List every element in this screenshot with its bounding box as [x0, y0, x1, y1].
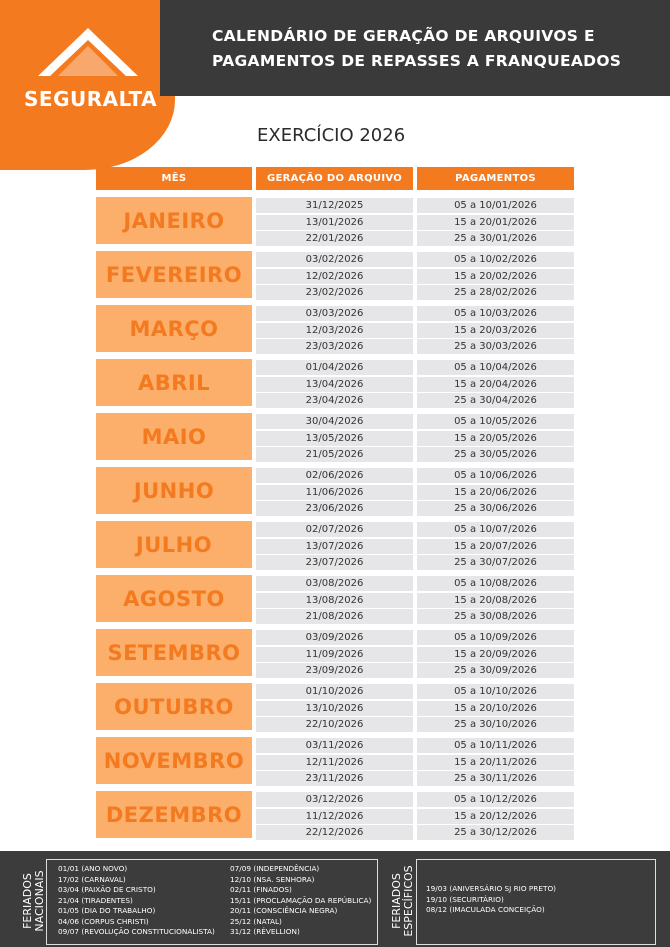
generation-date-cell: 13/04/2026 [256, 377, 413, 392]
payment-period-cell: 15 a 20/07/2026 [417, 539, 574, 554]
payment-period-cell: 15 a 20/05/2026 [417, 431, 574, 446]
payment-period-cell: 15 a 20/03/2026 [417, 323, 574, 338]
month-label: ABRIL [96, 359, 252, 406]
payment-period-cell: 15 a 20/02/2026 [417, 269, 574, 284]
payment-period-cell: 25 a 30/08/2026 [417, 609, 574, 624]
generation-date-cell: 21/05/2026 [256, 447, 413, 462]
payment-period-cell: 25 a 30/03/2026 [417, 339, 574, 354]
holiday-item: 03/04 (PAIXÃO DE CRISTO) [58, 885, 156, 894]
generation-date-cell: 02/06/2026 [256, 468, 413, 483]
generation-date-cell: 03/08/2026 [256, 576, 413, 591]
generation-date-cell: 13/01/2026 [256, 215, 413, 230]
payment-period-cell: 15 a 20/08/2026 [417, 593, 574, 608]
payment-period-cell: 05 a 10/02/2026 [417, 252, 574, 267]
holiday-item: 04/06 (CORPUS CHRISTI) [58, 916, 149, 926]
holiday-item: 17/02 (CARNAVAL) [58, 874, 126, 884]
holiday-item: 15/11 (PROCLAMAÇÃO DA REPÚBLICA) [230, 895, 372, 905]
subtitle: EXERCÍCIO 2026 [257, 125, 406, 146]
payment-period-cell: 05 a 10/05/2026 [417, 414, 574, 429]
generation-date-cell: 13/10/2026 [256, 701, 413, 716]
generation-date-cell: 23/04/2026 [256, 393, 413, 408]
holiday-item: 21/04 (TIRADENTES) [58, 895, 133, 905]
generation-date-cell: 03/09/2026 [256, 630, 413, 645]
holiday-item: 07/09 (INDEPENDÊNCIA) [230, 864, 320, 873]
payment-period-cell: 25 a 30/05/2026 [417, 447, 574, 462]
generation-date-cell: 13/05/2026 [256, 431, 413, 446]
footer-holidays [0, 851, 670, 947]
generation-date-cell: 11/09/2026 [256, 647, 413, 662]
generation-date-cell: 13/08/2026 [256, 593, 413, 608]
column-header-payments: PAGAMENTOS [417, 167, 574, 190]
payment-period-cell: 25 a 30/12/2026 [417, 825, 574, 840]
generation-date-cell: 03/03/2026 [256, 306, 413, 321]
month-label: SETEMBRO [96, 629, 252, 676]
month-label: JUNHO [96, 467, 252, 514]
month-label: MARÇO [96, 305, 252, 352]
holiday-item: 12/10 (NSA. SENHORA) [230, 874, 315, 884]
generation-date-cell: 22/12/2026 [256, 825, 413, 840]
generation-date-cell: 12/11/2026 [256, 755, 413, 770]
payment-period-cell: 15 a 20/06/2026 [417, 485, 574, 500]
payment-period-cell: 05 a 10/09/2026 [417, 630, 574, 645]
payment-period-cell: 25 a 30/06/2026 [417, 501, 574, 516]
generation-date-cell: 03/12/2026 [256, 792, 413, 807]
column-header-generation: GERAÇÃO DO ARQUIVO [256, 167, 413, 190]
month-label: NOVEMBRO [96, 737, 252, 784]
generation-date-cell: 23/07/2026 [256, 555, 413, 570]
generation-date-cell: 23/06/2026 [256, 501, 413, 516]
page-title [212, 24, 662, 74]
generation-date-cell: 12/02/2026 [256, 269, 413, 284]
title-line-2: PAGAMENTOS DE REPASSES A FRANQUEADOS [212, 52, 622, 70]
holiday-item: 08/12 (IMACULADA CONCEIÇÃO) [426, 905, 545, 914]
generation-date-cell: 22/10/2026 [256, 717, 413, 732]
payment-period-cell: 05 a 10/03/2026 [417, 306, 574, 321]
generation-date-cell: 31/12/2025 [256, 198, 413, 213]
payment-period-cell: 15 a 20/11/2026 [417, 755, 574, 770]
payment-period-cell: 05 a 10/10/2026 [417, 684, 574, 699]
month-label: MAIO [96, 413, 252, 460]
holiday-item: 19/03 (ANIVERSÁRIO SJ RIO PRETO) [426, 884, 557, 893]
payment-period-cell: 15 a 20/01/2026 [417, 215, 574, 230]
payment-period-cell: 25 a 30/10/2026 [417, 717, 574, 732]
generation-date-cell: 01/10/2026 [256, 684, 413, 699]
generation-date-cell: 21/08/2026 [256, 609, 413, 624]
payment-period-cell: 25 a 30/01/2026 [417, 231, 574, 246]
payment-period-cell: 05 a 10/08/2026 [417, 576, 574, 591]
payment-period-cell: 15 a 20/04/2026 [417, 377, 574, 392]
payment-period-cell: 15 a 20/09/2026 [417, 647, 574, 662]
logo-background [0, 0, 175, 170]
generation-date-cell: 23/11/2026 [256, 771, 413, 786]
payment-period-cell: 25 a 30/04/2026 [417, 393, 574, 408]
generation-date-cell: 03/11/2026 [256, 738, 413, 753]
month-label: AGOSTO [96, 575, 252, 622]
holiday-item: 02/11 (FINADOS) [230, 885, 292, 894]
holiday-item: 20/11 (CONSCIÊNCIA NEGRA) [230, 906, 338, 915]
generation-date-cell: 23/03/2026 [256, 339, 413, 354]
title-line-1: CALENDÁRIO DE GERAÇÃO DE ARQUIVOS E [212, 27, 595, 45]
generation-date-cell: 12/03/2026 [256, 323, 413, 338]
holiday-item: 09/07 (REVOLUÇÃO CONSTITUCIONALISTA) [58, 927, 215, 936]
holiday-item: 01/01 (ANO NOVO) [58, 864, 128, 873]
national-holidays-label: FERIADOS NACIONAIS [21, 870, 46, 932]
generation-date-cell: 23/09/2026 [256, 663, 413, 678]
month-label: FEVEREIRO [96, 251, 252, 298]
payment-period-cell: 05 a 10/04/2026 [417, 360, 574, 375]
generation-date-cell: 13/07/2026 [256, 539, 413, 554]
generation-date-cell: 03/02/2026 [256, 252, 413, 267]
national-holidays-col2 [230, 864, 371, 938]
month-label: OUTUBRO [96, 683, 252, 730]
holiday-item: 01/05 (DIA DO TRABALHO) [58, 906, 156, 915]
national-holidays-col1 [58, 864, 215, 938]
holiday-item: 31/12 (RÉVELLION) [230, 927, 300, 936]
month-label: JULHO [96, 521, 252, 568]
specific-holidays-label: FERIADOS ESPECÍFICOS [390, 865, 415, 937]
generation-date-cell: 23/02/2026 [256, 285, 413, 300]
generation-date-cell: 02/07/2026 [256, 522, 413, 537]
payment-period-cell: 05 a 10/01/2026 [417, 198, 574, 213]
payment-period-cell: 05 a 10/11/2026 [417, 738, 574, 753]
payment-period-cell: 25 a 28/02/2026 [417, 285, 574, 300]
specific-holidays-list [426, 884, 556, 916]
payment-period-cell: 25 a 30/11/2026 [417, 771, 574, 786]
payment-period-cell: 05 a 10/12/2026 [417, 792, 574, 807]
generation-date-cell: 30/04/2026 [256, 414, 413, 429]
month-label: DEZEMBRO [96, 791, 252, 838]
payment-period-cell: 15 a 20/10/2026 [417, 701, 574, 716]
generation-date-cell: 22/01/2026 [256, 231, 413, 246]
payment-period-cell: 25 a 30/09/2026 [417, 663, 574, 678]
brand-name: SEGURALTA [24, 87, 158, 111]
payment-period-cell: 05 a 10/06/2026 [417, 468, 574, 483]
holiday-item: 19/10 (SECURITÁRIO) [426, 894, 504, 904]
payment-period-cell: 05 a 10/07/2026 [417, 522, 574, 537]
holiday-item: 25/12 (NATAL) [230, 916, 282, 926]
column-header-month: MÊS [96, 167, 252, 190]
generation-date-cell: 11/12/2026 [256, 809, 413, 824]
generation-date-cell: 11/06/2026 [256, 485, 413, 500]
payment-period-cell: 15 a 20/12/2026 [417, 809, 574, 824]
month-label: JANEIRO [96, 197, 252, 244]
roof-logo-icon [38, 28, 138, 80]
generation-date-cell: 01/04/2026 [256, 360, 413, 375]
payment-period-cell: 25 a 30/07/2026 [417, 555, 574, 570]
